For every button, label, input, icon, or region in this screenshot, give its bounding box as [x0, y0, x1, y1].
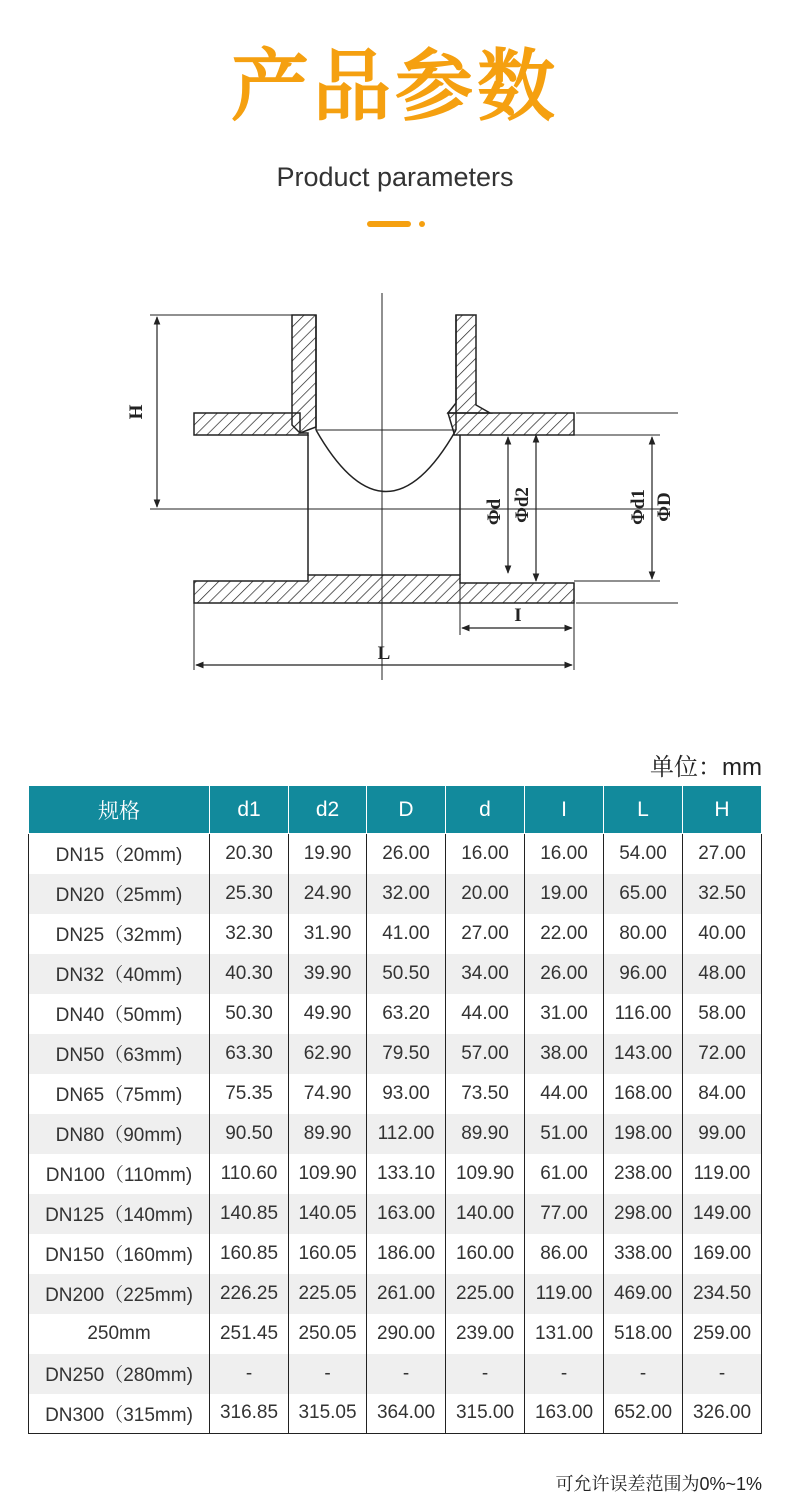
value-cell: 49.90	[289, 994, 367, 1034]
value-cell: 143.00	[604, 1034, 683, 1074]
value-cell: 316.85	[210, 1394, 289, 1434]
label-l: L	[377, 643, 391, 664]
value-cell: 44.00	[446, 994, 525, 1034]
value-cell: 149.00	[683, 1194, 762, 1234]
value-cell: 20.30	[210, 834, 289, 874]
column-header: d1	[210, 786, 289, 834]
divider-bar	[367, 221, 411, 227]
table-row	[29, 1194, 762, 1234]
value-cell: 41.00	[367, 914, 446, 954]
table-row	[29, 914, 762, 954]
label-d2: Φd2	[512, 487, 533, 523]
value-cell: 44.00	[525, 1074, 604, 1114]
value-cell: -	[446, 1354, 525, 1394]
value-cell: 239.00	[446, 1314, 525, 1354]
value-cell: 65.00	[604, 874, 683, 914]
label-d: Φd	[484, 498, 505, 526]
value-cell: 259.00	[683, 1314, 762, 1354]
column-header: 规格	[29, 786, 210, 834]
value-cell: 26.00	[525, 954, 604, 994]
value-cell: 38.00	[525, 1034, 604, 1074]
spec-cell: DN50（63mm)	[29, 1034, 210, 1074]
value-cell: 160.05	[289, 1234, 367, 1274]
bottom-wall	[194, 575, 574, 603]
value-cell: 79.50	[367, 1034, 446, 1074]
top-wall-left	[194, 413, 308, 435]
value-cell: 20.00	[446, 874, 525, 914]
value-cell: 27.00	[683, 834, 762, 874]
value-cell: 315.00	[446, 1394, 525, 1434]
value-cell: 26.00	[367, 834, 446, 874]
value-cell: 62.90	[289, 1034, 367, 1074]
value-cell: 77.00	[525, 1194, 604, 1234]
value-cell: 338.00	[604, 1234, 683, 1274]
tee-fitting-diagram	[126, 285, 690, 680]
column-header: H	[683, 786, 762, 834]
table-row	[29, 874, 762, 914]
unit-label: 单位：mm	[650, 754, 762, 781]
value-cell: 364.00	[367, 1394, 446, 1434]
column-header: L	[604, 786, 683, 834]
value-cell: 54.00	[604, 834, 683, 874]
value-cell: 93.00	[367, 1074, 446, 1114]
table-row	[29, 1074, 762, 1114]
value-cell: 140.85	[210, 1194, 289, 1234]
value-cell: 326.00	[683, 1394, 762, 1434]
value-cell: 27.00	[446, 914, 525, 954]
value-cell: 99.00	[683, 1114, 762, 1154]
value-cell: 163.00	[525, 1394, 604, 1434]
value-cell: 32.30	[210, 914, 289, 954]
top-wall-right	[448, 413, 574, 435]
table-row	[29, 954, 762, 994]
table-row	[29, 1234, 762, 1274]
table-row	[29, 1274, 762, 1314]
value-cell: 58.00	[683, 994, 762, 1034]
spec-cell: DN125（140mm)	[29, 1194, 210, 1234]
value-cell: 50.50	[367, 954, 446, 994]
column-header: d	[446, 786, 525, 834]
value-cell: 34.00	[446, 954, 525, 994]
value-cell: 112.00	[367, 1114, 446, 1154]
spec-cell: DN100（110mm)	[29, 1154, 210, 1194]
value-cell: 50.30	[210, 994, 289, 1034]
spec-cell: DN65（75mm)	[29, 1074, 210, 1114]
value-cell: 48.00	[683, 954, 762, 994]
spec-cell: DN300（315mm)	[29, 1394, 210, 1434]
value-cell: 39.90	[289, 954, 367, 994]
spec-cell: DN250（280mm)	[29, 1354, 210, 1394]
spec-cell: DN150（160mm)	[29, 1234, 210, 1274]
value-cell: -	[683, 1354, 762, 1394]
branch-dome	[316, 430, 456, 492]
value-cell: 32.50	[683, 874, 762, 914]
label-D: ΦD	[654, 492, 675, 522]
value-cell: 80.00	[604, 914, 683, 954]
value-cell: 24.90	[289, 874, 367, 914]
value-cell: 73.50	[446, 1074, 525, 1114]
value-cell: -	[210, 1354, 289, 1394]
page-subtitle: Product parameters	[276, 162, 514, 192]
value-cell: 31.90	[289, 914, 367, 954]
value-cell: -	[525, 1354, 604, 1394]
spec-cell: DN32（40mm)	[29, 954, 210, 994]
value-cell: 51.00	[525, 1114, 604, 1154]
value-cell: 89.90	[289, 1114, 367, 1154]
table-row	[29, 834, 762, 874]
value-cell: 22.00	[525, 914, 604, 954]
branch-wall-right	[448, 315, 490, 413]
value-cell: 133.10	[367, 1154, 446, 1194]
value-cell: 140.00	[446, 1194, 525, 1234]
column-header: D	[367, 786, 446, 834]
table-row	[29, 1354, 762, 1394]
page-title: 产品参数	[230, 42, 559, 132]
value-cell: 298.00	[604, 1194, 683, 1234]
value-cell: 140.05	[289, 1194, 367, 1234]
value-cell: 251.45	[210, 1314, 289, 1354]
value-cell: 225.00	[446, 1274, 525, 1314]
column-header: d2	[289, 786, 367, 834]
spec-cell: DN20（25mm)	[29, 874, 210, 914]
spec-cell: DN25（32mm)	[29, 914, 210, 954]
value-cell: 261.00	[367, 1274, 446, 1314]
value-cell: 238.00	[604, 1154, 683, 1194]
value-cell: 96.00	[604, 954, 683, 994]
value-cell: 19.90	[289, 834, 367, 874]
table-row	[29, 1114, 762, 1154]
value-cell: -	[289, 1354, 367, 1394]
value-cell: 186.00	[367, 1234, 446, 1274]
value-cell: 74.90	[289, 1074, 367, 1114]
value-cell: 109.90	[446, 1154, 525, 1194]
value-cell: 40.00	[683, 914, 762, 954]
spec-table	[28, 785, 762, 1434]
table-row	[29, 1034, 762, 1074]
value-cell: 86.00	[525, 1234, 604, 1274]
value-cell: 32.00	[367, 874, 446, 914]
value-cell: 469.00	[604, 1274, 683, 1314]
value-cell: 16.00	[446, 834, 525, 874]
value-cell: -	[604, 1354, 683, 1394]
value-cell: 250.05	[289, 1314, 367, 1354]
value-cell: 25.30	[210, 874, 289, 914]
value-cell: 63.20	[367, 994, 446, 1034]
spec-cell: DN40（50mm)	[29, 994, 210, 1034]
value-cell: 160.00	[446, 1234, 525, 1274]
value-cell: 40.30	[210, 954, 289, 994]
value-cell: 652.00	[604, 1394, 683, 1434]
table-row	[29, 994, 762, 1034]
value-cell: 57.00	[446, 1034, 525, 1074]
value-cell: 169.00	[683, 1234, 762, 1274]
value-cell: 19.00	[525, 874, 604, 914]
value-cell: 518.00	[604, 1314, 683, 1354]
value-cell: 290.00	[367, 1314, 446, 1354]
value-cell: 163.00	[367, 1194, 446, 1234]
value-cell: 89.90	[446, 1114, 525, 1154]
label-i: I	[514, 605, 522, 626]
value-cell: 198.00	[604, 1114, 683, 1154]
table-row	[29, 1314, 762, 1354]
value-cell: 315.05	[289, 1394, 367, 1434]
spec-cell: 250mm	[29, 1314, 210, 1354]
table-header-row	[29, 786, 762, 834]
tolerance-note: 可允许误差范围为0%~1%	[555, 1474, 762, 1494]
value-cell: 119.00	[525, 1274, 604, 1314]
value-cell: 109.90	[289, 1154, 367, 1194]
table-row	[29, 1394, 762, 1434]
value-cell: 110.60	[210, 1154, 289, 1194]
table-row	[29, 1154, 762, 1194]
value-cell: 131.00	[525, 1314, 604, 1354]
value-cell: 90.50	[210, 1114, 289, 1154]
value-cell: 119.00	[683, 1154, 762, 1194]
branch-wall-left	[292, 315, 316, 433]
value-cell: 84.00	[683, 1074, 762, 1114]
value-cell: 226.25	[210, 1274, 289, 1314]
value-cell: 75.35	[210, 1074, 289, 1114]
divider-dot	[419, 221, 425, 227]
value-cell: 16.00	[525, 834, 604, 874]
value-cell: 61.00	[525, 1154, 604, 1194]
label-h: H	[126, 404, 147, 420]
column-header: I	[525, 786, 604, 834]
value-cell: 225.05	[289, 1274, 367, 1314]
spec-cell: DN200（225mm)	[29, 1274, 210, 1314]
value-cell: 116.00	[604, 994, 683, 1034]
value-cell: 160.85	[210, 1234, 289, 1274]
value-cell: 72.00	[683, 1034, 762, 1074]
value-cell: 63.30	[210, 1034, 289, 1074]
value-cell: 234.50	[683, 1274, 762, 1314]
value-cell: 31.00	[525, 994, 604, 1034]
spec-cell: DN80（90mm)	[29, 1114, 210, 1154]
spec-cell: DN15（20mm)	[29, 834, 210, 874]
value-cell: 168.00	[604, 1074, 683, 1114]
label-d1: Φd1	[628, 489, 649, 525]
value-cell: -	[367, 1354, 446, 1394]
